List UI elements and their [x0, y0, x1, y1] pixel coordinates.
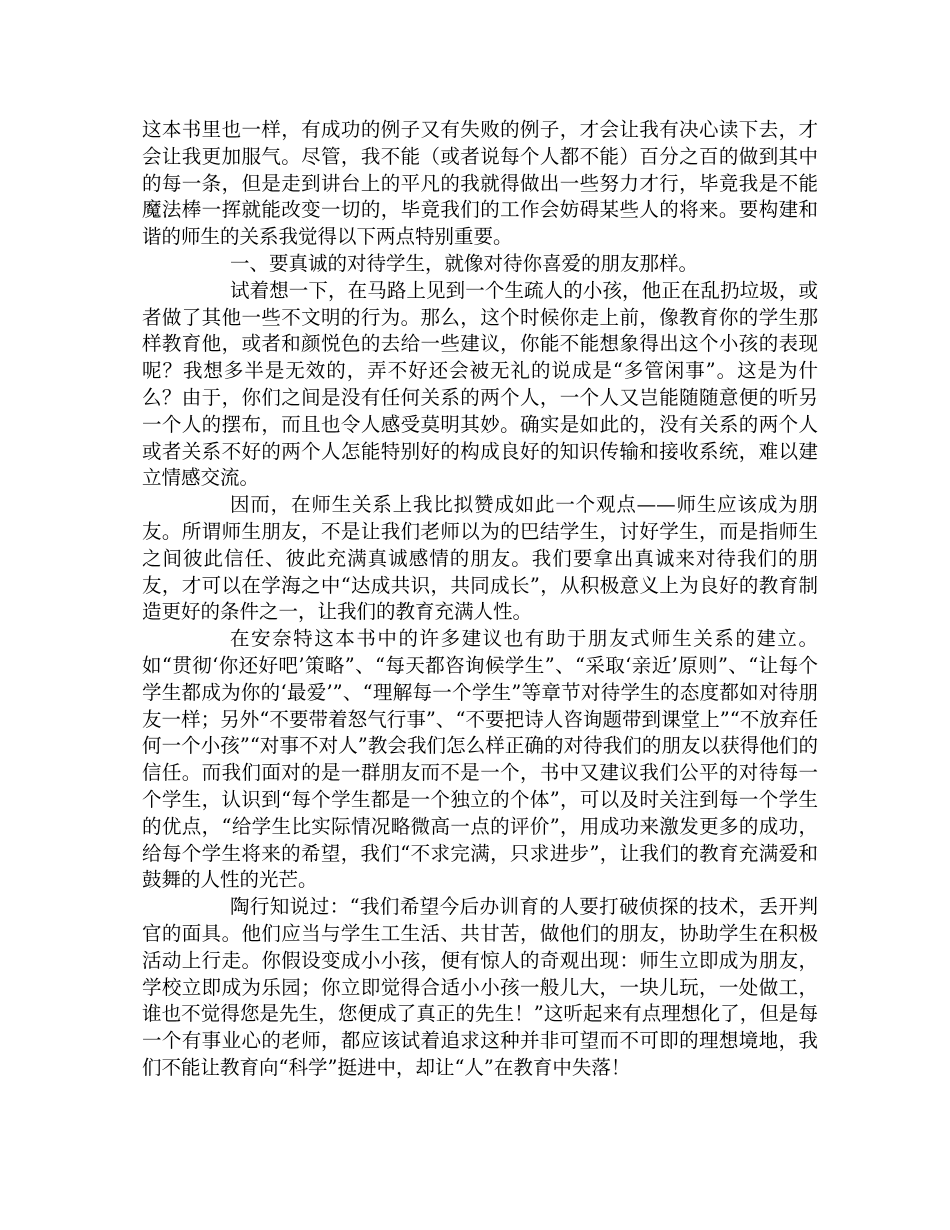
paragraph-annette-book: 在安奈特这本书中的许多建议也有助于朋友式师生关系的建立。如“贯彻‘你还好吧’策略”、“每天都咨询候学生”、“采取‘亲近’原则”、“让每个学生都成为你的‘最爱’”、“理解每一个学生”等章节对待学生的态度都如对待朋友一样；另外“不要带着怒气行事”、“不要把诗人咨询题带到课堂上”“不放弃任何一个小孩”“对事不对人”教会我们怎么样正确的对待我们的朋友以获得他们的信任。而我们面对的是一群朋友而不是一个，书中又建议我们公平的对待每一个学生，认识到“每个学生都是一个独立的个体”，可以及时关注到每一个学生的优点，“给学生比实际情况略微高一点的评价”，用成功来激发更多的成功，给每个学生将来的希望，我们“不求完满，只求进步”，让我们的教育充满爱和鼓舞的人性的光芒。 [142, 627, 818, 892]
paragraph-stranger-child: 试着想一下，在马路上见到一个生疏人的小孩，他正在乱扔垃圾，或者做了其他一些不文明的行为。那么，这个时候你走上前，像教育你的学生那样教育他，或者和颜悦色的去给一些建议，你能不能想象得出这个小孩的表现呢？我想多半是无效的，弄不好还会被无礼的说成是“多管闲事”。这是为什么？由于，你们之间是没有任何关系的两个人，一个人又岂能随随意便的听另一个人的摆布，而且也令人感受莫明其妙。确实是如此的，没有关系的两个人或者关系不好的两个人怎能特别好的构成良好的知识传输和接收系统，难以建立情感交流。 [142, 278, 818, 490]
document-body [142, 117, 818, 1082]
paragraph-tao-xingzhi-quote: 陶行知说过：“我们希望今后办训育的人要打破侦探的技术，丢开判官的面具。他们应当与学生工生活、共甘苦，做他们的朋友，协助学生在积极活动上行走。你假设变成小小孩，便有惊人的奇观出现：师生立即成为朋友，学校立即成为乐园；你立即觉得合适小小孩一般儿大，一块儿玩，一处做工，谁也不觉得您是先生，您便成了真正的先生！”这听起来有点理想化了，但是每一个有事业心的老师，都应该试着追求这种并非可望而不可即的理想境地，我们不能让教育向“科学”挺进中，却让“人”在教育中失落！ [142, 895, 818, 1079]
paragraph-intro: 这本书里也一样，有成功的例子又有失败的例子，才会让我有决心读下去，才会让我更加服气。尽管，我不能（或者说每个人都不能）百分之百的做到其中的每一条，但是走到讲台上的平凡的我就得做出一些努力才行，毕竟我是不能魔法棒一挥就能改变一切的，毕竟我们的工作会妨碍某些人的将来。要构建和谐的师生的关系我觉得以下两点特别重要。 [142, 118, 818, 249]
section-heading-1: 一、要真诚的对待学生，就像对待你喜爱的朋友那样。 [230, 251, 699, 275]
paragraph-teacher-student-friends: 因而，在师生关系上我比拟赞成如此一个观点——师生应该成为朋友。所谓师生朋友，不是让我们老师以为的巴结学生，讨好学生，而是指师生之间彼此信任、彼此充满真诚感情的朋友。我们要拿出真诚来对待我们的朋友，才可以在学海之中“达成共识，共同成长”，从积极意义上为良好的教育制造更好的条件之一，让我们的教育充满人性。 [142, 493, 818, 624]
